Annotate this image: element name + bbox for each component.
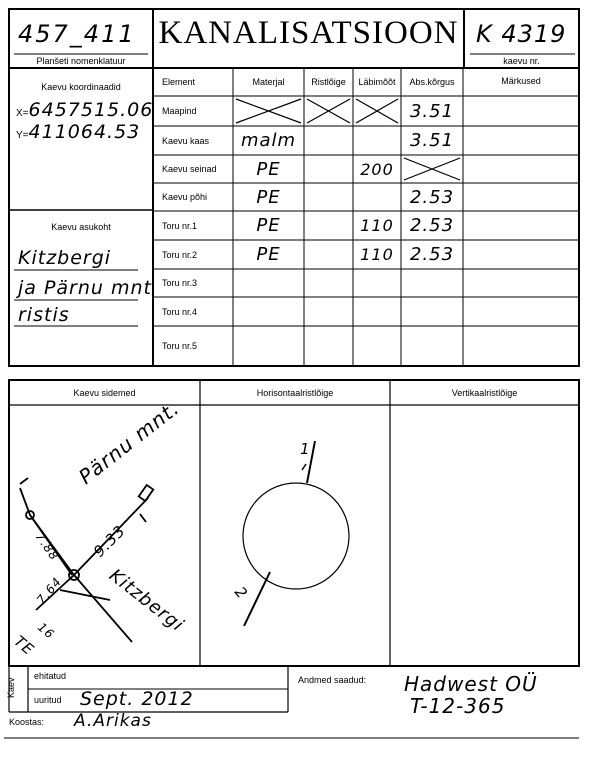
pipe-2-label: 2: [230, 583, 252, 603]
row-section-cell: [304, 126, 353, 155]
row-height-cell: 3.51: [409, 130, 455, 151]
row-material-cell: [233, 269, 304, 297]
nomenclature-label: Planšeti nomenklatuur: [36, 56, 126, 66]
row-notes-cell: [463, 211, 579, 240]
coordinate-x: [16, 99, 153, 121]
well-number-value: K 4319: [476, 20, 567, 48]
row-diameter-cell: [353, 297, 401, 326]
sketch-horizontal-label: Horisontaalristlõige: [256, 388, 334, 398]
row-material-cell: [233, 326, 304, 366]
location-line-1: Kitzbergi: [18, 247, 112, 269]
row-section-cell: [304, 155, 353, 183]
row-notes-cell: [463, 269, 579, 297]
row-element-label: Toru nr.5: [162, 341, 198, 351]
location-label: Kaevu asukoht: [51, 222, 111, 232]
page-title: KANALISATSIOON: [158, 15, 459, 51]
location-line-2: ja Pärnu mnt: [18, 277, 152, 299]
row-element-label: Kaevu põhi: [162, 192, 208, 202]
row-material-cell: PE: [256, 244, 281, 265]
data-from-line-1: Hadwest OÜ: [404, 672, 538, 696]
well-number-label: kaevu nr.: [503, 56, 540, 66]
row-section-cell: [304, 96, 353, 126]
row-material-cell: [233, 297, 304, 326]
row-diameter-cell: [353, 269, 401, 297]
col-header-material: Materjal: [252, 77, 285, 87]
row-section-cell: [304, 326, 353, 366]
row-notes-cell: [463, 96, 579, 126]
row-material-cell: [233, 96, 304, 126]
coordinate-x-prefix: X=: [16, 108, 29, 119]
row-element-label: Toru nr.3: [162, 278, 198, 288]
horizontal-section-drawing: [243, 441, 349, 626]
col-header-notes: Märkused: [501, 76, 541, 86]
distance-2: 9.33: [90, 521, 130, 561]
row-notes-cell: [463, 183, 579, 211]
row-diameter-cell: [353, 96, 401, 126]
row-material-cell: PE: [256, 186, 281, 208]
data-from-line-2: T-12-365: [410, 694, 506, 718]
col-header-element: Element: [162, 77, 196, 87]
row-section-cell: [304, 269, 353, 297]
row-section-cell: [304, 211, 353, 240]
row-material-cell: PE: [256, 215, 281, 236]
street-parnu: Pärnu mnt.: [74, 395, 184, 489]
col-header-height: Abs.kõrgus: [409, 77, 455, 87]
coordinate-x-value: 6457515.06: [28, 99, 154, 121]
row-diameter-cell: [353, 326, 401, 366]
row-section-cell: [304, 240, 353, 269]
coordinate-y-prefix: Y=: [16, 130, 29, 141]
surveyed-label: uuritud: [34, 695, 62, 705]
mark-te: TE: [10, 632, 38, 660]
col-header-section: Ristlõige: [311, 77, 346, 87]
row-section-cell: [304, 183, 353, 211]
street-kitzbergi: Kitzbergi: [105, 565, 188, 637]
row-notes-cell: [463, 126, 579, 155]
sketch-vertical-label: Vertikaalristlõige: [451, 388, 518, 398]
row-material-cell: malm: [240, 130, 297, 151]
link-sketch: [20, 478, 153, 642]
coordinates-label: Kaevu koordinaadid: [41, 82, 121, 92]
row-height-cell: 2.53: [409, 215, 455, 236]
compiled-label: Koostas:: [9, 717, 45, 727]
row-diameter-cell: 200: [360, 159, 394, 179]
distance-4: 16: [35, 620, 58, 642]
row-notes-cell: [463, 240, 579, 269]
data-from-label: Andmed saadud:: [298, 675, 367, 685]
col-header-diameter: Läbimõõt: [358, 77, 396, 87]
built-label: ehitatud: [34, 671, 67, 681]
row-diameter-cell: 110: [360, 245, 394, 264]
row-height-cell: 3.51: [409, 100, 455, 122]
row-height-cell: [401, 155, 463, 183]
coordinate-y: [16, 121, 140, 143]
row-height-cell: 2.53: [409, 186, 455, 208]
row-diameter-cell: [353, 183, 401, 211]
compiled-value: A.Arikas: [74, 711, 152, 731]
coordinate-y-value: 411064.53: [28, 121, 141, 143]
distance-1: 7.88: [32, 530, 62, 564]
pipe-1-label: 1: [300, 440, 311, 458]
location-line-3: ristis: [18, 304, 70, 326]
row-diameter-cell: 110: [360, 216, 394, 235]
nomenclature-value: 457_411: [18, 20, 136, 48]
element-table: [153, 68, 579, 366]
row-material-cell: PE: [256, 158, 281, 180]
distance-3: 7.64: [34, 574, 65, 607]
surveyed-value: Sept. 2012: [80, 688, 194, 710]
row-height-cell: [401, 297, 463, 326]
row-notes-cell: [463, 297, 579, 326]
row-notes-cell: [463, 155, 579, 183]
row-element-label: Kaevu kaas: [162, 135, 210, 146]
row-element-label: Maapind: [162, 106, 197, 116]
row-element-label: Toru nr.2: [162, 249, 198, 260]
row-height-cell: [401, 326, 463, 366]
footer-side-label: Kaev: [6, 677, 16, 698]
row-height-cell: [401, 269, 463, 297]
row-element-label: Toru nr.4: [162, 306, 198, 317]
sketch-links-label: Kaevu sidemed: [73, 388, 136, 398]
row-section-cell: [304, 297, 353, 326]
row-element-label: Toru nr.1: [162, 220, 198, 231]
row-diameter-cell: [353, 126, 401, 155]
row-notes-cell: [463, 326, 579, 366]
row-height-cell: 2.53: [409, 244, 455, 265]
row-element-label: Kaevu seinad: [162, 164, 217, 174]
